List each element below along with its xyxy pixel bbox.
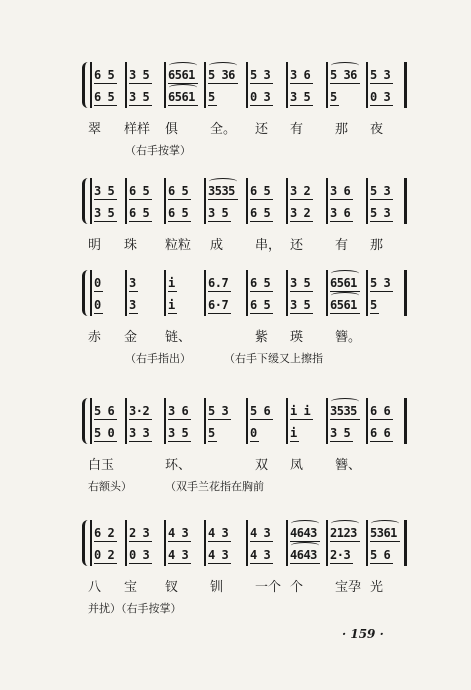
underline <box>290 563 320 564</box>
lyric-syllable: 个 <box>290 580 304 595</box>
barline <box>366 520 368 566</box>
underline <box>168 541 191 542</box>
barline <box>286 178 288 224</box>
underline <box>370 441 393 442</box>
bottom-staff-cell: 5 0 <box>94 426 115 440</box>
underline <box>370 83 393 84</box>
underline <box>129 199 152 200</box>
top-staff-cell: 3·2 <box>129 404 150 418</box>
barline <box>404 270 407 316</box>
bottom-staff-cell: 3 5 <box>290 90 311 104</box>
barline <box>326 270 328 316</box>
top-staff-cell: 4643 <box>290 526 317 540</box>
top-staff-cell: 6561 <box>168 68 195 82</box>
lyric-syllable: 瑛 <box>290 330 304 345</box>
underline <box>129 419 152 420</box>
barline <box>286 270 288 316</box>
bottom-staff-cell: 0 3 <box>129 548 150 562</box>
lyric-syllable: 那 <box>370 238 384 253</box>
bottom-staff-cell: 4 3 <box>208 548 229 562</box>
underline <box>129 313 138 314</box>
barline <box>125 270 127 316</box>
lyric-syllable: 链、 <box>165 330 192 345</box>
underline <box>290 221 313 222</box>
barline <box>90 62 92 108</box>
bottom-staff-cell: 3 6 <box>330 206 351 220</box>
top-staff-cell: 3 <box>129 276 136 290</box>
slur <box>291 520 319 527</box>
bottom-staff-cell: 5 <box>330 90 337 104</box>
underline <box>330 221 353 222</box>
top-staff-cell: 3535 <box>208 184 235 198</box>
slur <box>169 84 197 91</box>
lyric-syllable: 明 <box>88 238 102 253</box>
underline <box>290 83 313 84</box>
underline <box>250 541 273 542</box>
system-2 <box>0 178 471 278</box>
underline <box>129 441 152 442</box>
barline <box>125 62 127 108</box>
lyric-syllable: 双 <box>255 458 269 473</box>
bottom-staff-cell: 6 5 <box>129 206 150 220</box>
lyric-syllable: 簪、 <box>335 458 362 473</box>
underline <box>370 563 393 564</box>
barline <box>90 178 92 224</box>
bottom-staff-cell: 6561 <box>168 90 195 104</box>
barline <box>204 178 206 224</box>
bottom-staff-cell: 6 5 <box>168 206 189 220</box>
barline <box>404 520 407 566</box>
underline <box>208 419 231 420</box>
lyric-syllable: 钏 <box>210 580 224 595</box>
barline <box>404 178 407 224</box>
barline <box>366 398 368 444</box>
barline <box>366 270 368 316</box>
lyric-syllable: 环、 <box>165 458 192 473</box>
top-staff-cell: 4 3 <box>168 526 189 540</box>
lyric-syllable: 赤 <box>88 330 102 345</box>
stage-direction: （右手按掌） <box>125 144 191 157</box>
underline <box>330 83 360 84</box>
top-staff-cell: 4 3 <box>250 526 271 540</box>
top-staff-cell: 6 5 <box>94 68 115 82</box>
top-staff-cell: 3 2 <box>290 184 311 198</box>
lyric-syllable: 宝孕 <box>335 580 362 595</box>
barline <box>204 62 206 108</box>
bottom-staff-cell: 3 <box>129 298 136 312</box>
underline <box>168 313 177 314</box>
underline <box>290 199 313 200</box>
top-staff-cell: 5 3 <box>208 404 229 418</box>
top-staff-cell: 5 3 <box>370 68 391 82</box>
lyric-syllable: 珠 <box>124 238 138 253</box>
stage-direction: 并扰）（右手按掌） <box>88 602 182 615</box>
underline <box>370 313 379 314</box>
underline <box>129 83 152 84</box>
bottom-staff-cell: 3 5 <box>168 426 189 440</box>
lyric-syllable: 翠 <box>88 122 102 137</box>
barline <box>404 398 407 444</box>
lyric-syllable: 成 <box>210 238 224 253</box>
top-staff-cell: 5 36 <box>208 68 235 82</box>
top-staff-cell: 5361 <box>370 526 397 540</box>
lyric-syllable: 光 <box>370 580 384 595</box>
barline <box>286 520 288 566</box>
bottom-staff-cell: 6 6 <box>370 426 391 440</box>
bottom-staff-cell: 0 3 <box>370 90 391 104</box>
lyric-syllable: 一个 <box>255 580 282 595</box>
barline <box>366 62 368 108</box>
underline <box>208 563 231 564</box>
underline <box>330 441 353 442</box>
top-staff-cell: 6561 <box>330 276 357 290</box>
barline <box>90 398 92 444</box>
barline <box>246 62 248 108</box>
underline <box>129 221 152 222</box>
lyric-syllable: 俱 <box>165 122 179 137</box>
bottom-staff-cell: 6 5 <box>250 206 271 220</box>
bottom-staff-cell: i <box>168 298 175 312</box>
barline <box>90 520 92 566</box>
underline <box>94 83 117 84</box>
bottom-staff-cell: 0 3 <box>250 90 271 104</box>
barline <box>125 178 127 224</box>
underline <box>129 291 138 292</box>
barline <box>246 398 248 444</box>
barline <box>246 270 248 316</box>
bottom-staff-cell: 5 6 <box>370 548 391 562</box>
barline <box>326 398 328 444</box>
top-staff-cell: 3535 <box>330 404 357 418</box>
underline <box>370 221 393 222</box>
underline <box>290 291 313 292</box>
underline <box>94 221 117 222</box>
underline <box>168 291 177 292</box>
top-staff-cell: 2123 <box>330 526 357 540</box>
underline <box>208 313 231 314</box>
barline <box>164 520 166 566</box>
bottom-staff-cell: 3 5 <box>208 206 229 220</box>
underline <box>250 419 273 420</box>
lyric-syllable: 金 <box>124 330 138 345</box>
barline <box>164 270 166 316</box>
underline <box>208 221 231 222</box>
underline <box>208 83 238 84</box>
slur <box>209 62 237 69</box>
underline <box>94 563 117 564</box>
lyric-syllable: 全。 <box>210 122 237 137</box>
lyric-syllable: 凤 <box>290 458 304 473</box>
underline <box>129 563 152 564</box>
underline <box>370 541 400 542</box>
underline <box>290 441 299 442</box>
system-1 <box>0 62 471 162</box>
bottom-staff-cell: 5 3 <box>370 206 391 220</box>
underline <box>250 563 273 564</box>
barline <box>246 520 248 566</box>
stage-direction: （右手指出） （右手下缓又上擦指 <box>125 352 323 365</box>
barline <box>204 398 206 444</box>
top-staff-cell: 6 2 <box>94 526 115 540</box>
bottom-staff-cell: i <box>290 426 297 440</box>
system-4 <box>0 398 471 498</box>
bottom-staff-cell: 0 <box>94 298 101 312</box>
underline <box>330 419 360 420</box>
top-staff-cell: 6 5 <box>168 184 189 198</box>
slur <box>331 292 359 299</box>
underline <box>94 199 117 200</box>
underline <box>168 199 191 200</box>
bottom-staff-cell: 4 3 <box>168 548 189 562</box>
bottom-staff-cell: 3 5 <box>290 298 311 312</box>
slur <box>169 62 197 69</box>
bottom-staff-cell: 4 3 <box>250 548 271 562</box>
top-staff-cell: 2 3 <box>129 526 150 540</box>
bottom-staff-cell: 5 <box>208 90 215 104</box>
barline <box>246 178 248 224</box>
slur <box>209 178 237 185</box>
barline <box>90 270 92 316</box>
top-staff-cell: 6.7 <box>208 276 229 290</box>
bottom-staff-cell: 6 5 <box>94 90 115 104</box>
bottom-staff-cell: 6 5 <box>250 298 271 312</box>
bottom-staff-cell: 0 <box>250 426 257 440</box>
underline <box>250 105 273 106</box>
barline <box>204 270 206 316</box>
barline <box>326 62 328 108</box>
underline <box>168 221 191 222</box>
top-staff-cell: i <box>168 276 175 290</box>
top-staff-cell: 0 <box>94 276 101 290</box>
underline <box>250 83 273 84</box>
lyric-syllable: 紫 <box>255 330 269 345</box>
barline <box>204 520 206 566</box>
barline <box>286 398 288 444</box>
lyric-syllable: 夜 <box>370 122 384 137</box>
underline <box>250 199 273 200</box>
system-3 <box>0 270 471 370</box>
bottom-staff-cell: 3 3 <box>129 426 150 440</box>
lyric-syllable: 串， <box>255 238 282 253</box>
lyric-syllable: 钗 <box>165 580 179 595</box>
lyric-syllable: 有 <box>335 238 349 253</box>
top-staff-cell: 5 6 <box>94 404 115 418</box>
slur <box>291 542 319 549</box>
top-staff-cell: 5 3 <box>370 184 391 198</box>
top-staff-cell: 5 3 <box>370 276 391 290</box>
underline <box>208 105 217 106</box>
bottom-staff-cell: 2·3 <box>330 548 351 562</box>
lyric-syllable: 还 <box>255 122 269 137</box>
underline <box>370 105 393 106</box>
bottom-staff-cell: 6·7 <box>208 298 229 312</box>
barline <box>164 178 166 224</box>
barline <box>366 178 368 224</box>
underline <box>330 313 360 314</box>
slur <box>331 270 359 277</box>
bottom-staff-cell: 4643 <box>290 548 317 562</box>
underline <box>290 313 313 314</box>
underline <box>330 541 360 542</box>
underline <box>290 419 313 420</box>
underline <box>290 105 313 106</box>
lyric-syllable: 八 <box>88 580 102 595</box>
barline <box>326 520 328 566</box>
lyric-syllable: 还 <box>290 238 304 253</box>
underline <box>250 291 273 292</box>
underline <box>168 441 191 442</box>
underline <box>370 199 393 200</box>
underline <box>129 541 152 542</box>
underline <box>94 419 117 420</box>
underline <box>208 541 231 542</box>
underline <box>370 291 393 292</box>
top-staff-cell: 3 5 <box>94 184 115 198</box>
top-staff-cell: 4 3 <box>208 526 229 540</box>
bottom-staff-cell: 3 5 <box>94 206 115 220</box>
barline <box>286 62 288 108</box>
lyric-syllable: 那 <box>335 122 349 137</box>
underline <box>94 441 117 442</box>
underline <box>94 541 117 542</box>
slur <box>331 520 359 527</box>
underline <box>250 221 273 222</box>
top-staff-cell: 3 5 <box>290 276 311 290</box>
bottom-staff-cell: 6561 <box>330 298 357 312</box>
underline <box>330 199 353 200</box>
underline <box>208 441 217 442</box>
stage-direction: 右额头） （双手兰花指在胸前 <box>88 480 264 493</box>
bottom-staff-cell: 3 2 <box>290 206 311 220</box>
page-number: · 159 · <box>342 627 384 641</box>
top-staff-cell: 6 5 <box>250 276 271 290</box>
lyric-syllable: 粒粒 <box>165 238 192 253</box>
lyric-syllable: 簪。 <box>335 330 362 345</box>
underline <box>94 291 103 292</box>
underline <box>168 563 191 564</box>
underline <box>208 291 231 292</box>
system-5 <box>0 520 471 620</box>
underline <box>250 441 259 442</box>
top-staff-cell: 6 5 <box>250 184 271 198</box>
bottom-staff-cell: 3 5 <box>129 90 150 104</box>
top-staff-cell: 6 5 <box>129 184 150 198</box>
top-staff-cell: 3 6 <box>290 68 311 82</box>
slur <box>331 62 359 69</box>
lyric-syllable: 宝 <box>124 580 138 595</box>
barline <box>404 62 407 108</box>
underline <box>330 105 339 106</box>
underline <box>208 199 238 200</box>
lyric-syllable: 有 <box>290 122 304 137</box>
lyric-syllable: 白玉 <box>88 458 115 473</box>
underline <box>129 105 152 106</box>
underline <box>330 563 353 564</box>
barline <box>125 520 127 566</box>
underline <box>94 105 117 106</box>
top-staff-cell: 3 6 <box>168 404 189 418</box>
barline <box>326 178 328 224</box>
barline <box>164 62 166 108</box>
top-staff-cell: 3 5 <box>129 68 150 82</box>
underline <box>250 313 273 314</box>
underline <box>94 313 103 314</box>
bottom-staff-cell: 5 <box>370 298 377 312</box>
barline <box>164 398 166 444</box>
top-staff-cell: 5 36 <box>330 68 357 82</box>
underline <box>370 419 393 420</box>
top-staff-cell: 6 6 <box>370 404 391 418</box>
top-staff-cell: 5 6 <box>250 404 271 418</box>
top-staff-cell: i i <box>290 404 311 418</box>
top-staff-cell: 3 6 <box>330 184 351 198</box>
barline <box>125 398 127 444</box>
top-staff-cell: 5 3 <box>250 68 271 82</box>
bottom-staff-cell: 3 5 <box>330 426 351 440</box>
bottom-staff-cell: 5 <box>208 426 215 440</box>
bottom-staff-cell: 0 2 <box>94 548 115 562</box>
underline <box>168 105 198 106</box>
underline <box>168 419 191 420</box>
slur <box>371 520 399 527</box>
lyric-syllable: 样样 <box>124 122 151 137</box>
slur <box>331 398 359 405</box>
